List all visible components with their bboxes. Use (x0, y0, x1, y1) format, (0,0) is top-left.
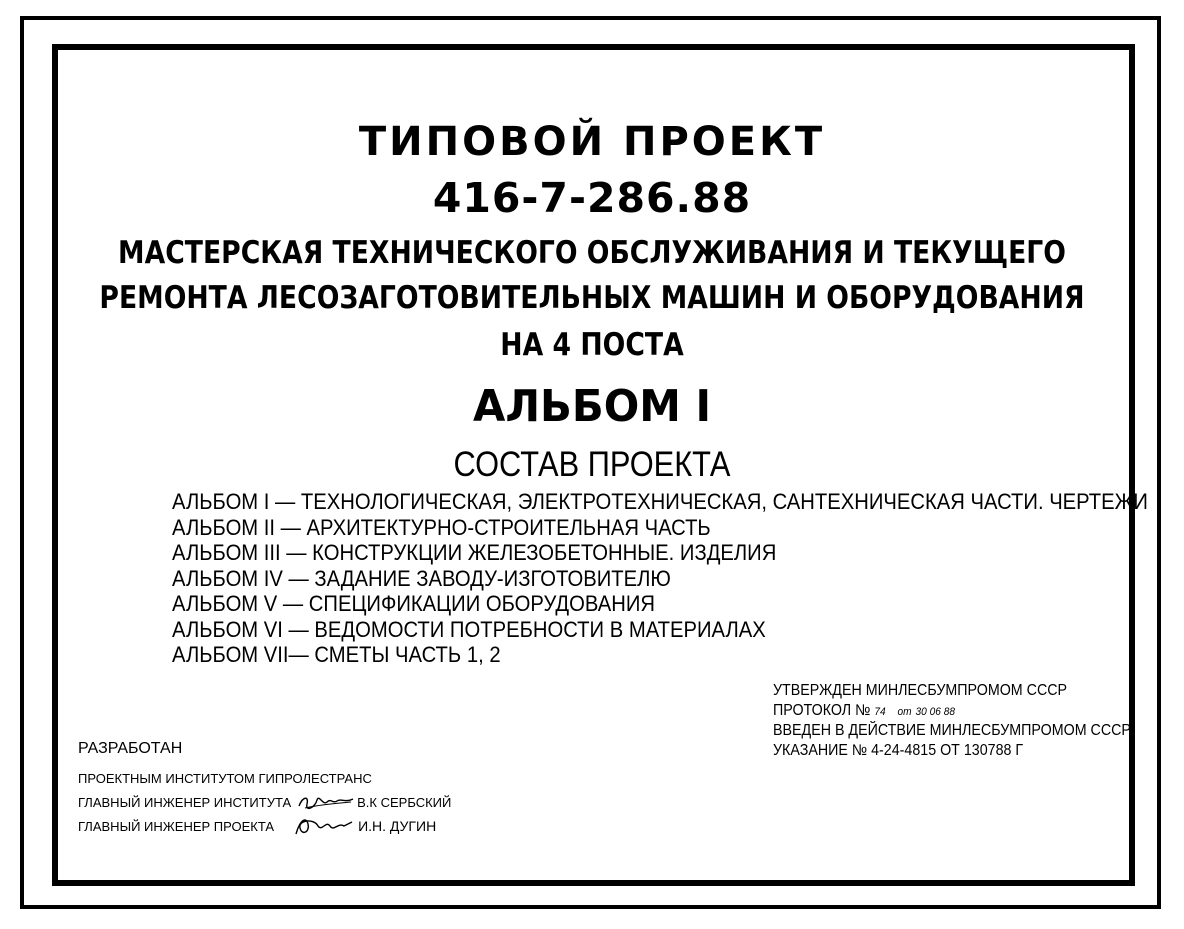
chief-engineer-institute-row (78, 790, 451, 814)
protocol-number: 74 (874, 706, 886, 718)
introduced-by: ВВЕДЕН В ДЕЙСТВИЕ МИНЛЕСБУМПРОМОМ СССР (773, 722, 1131, 739)
order-line: УКАЗАНИЕ № 4-24-4815 ОТ 130788 Г (773, 742, 1024, 759)
developer-block (78, 740, 451, 838)
signature-icon (297, 792, 355, 812)
album-list-item: АЛЬБОМ V — СПЕЦИФИКАЦИИ ОБОРУДОВАНИЯ (172, 591, 655, 616)
protocol-date: 30 06 88 (915, 706, 955, 718)
developer-institute: ПРОЕКТНЫМ ИНСТИТУТОМ ГИПРОЛЕСТРАНС (78, 770, 372, 786)
approved-by: УТВЕРЖДЕН МИНЛЕСБУМПРОМОМ СССР (773, 682, 1068, 699)
album-title: АЛЬБОМ I (472, 381, 712, 432)
album-list-item: АЛЬБОМ VII— СМЕТЫ ЧАСТЬ 1, 2 (172, 642, 501, 667)
project-name-line-2: РЕМОНТА ЛЕСОЗАГОТОВИТЕЛЬНЫХ МАШИН И ОБОРУДОВАНИЯ (99, 280, 1085, 316)
project-name-line-1: МАСТЕРСКАЯ ТЕХНИЧЕСКОГО ОБСЛУЖИВАНИЯ И ТЕКУЩЕГО (118, 235, 1066, 271)
chief-engineer-institute-label: ГЛАВНЫЙ ИНЖЕНЕР ИНСТИТУТА (78, 794, 292, 810)
chief-engineer-project-name: И.Н. ДУГИН (358, 818, 437, 834)
chief-engineer-project-label: ГЛАВНЫЙ ИНЖЕНЕР ПРОЕКТА (78, 818, 275, 834)
album-list-item: АЛЬБОМ I — ТЕХНОЛОГИЧЕСКАЯ, ЭЛЕКТРОТЕХНИЧЕСКАЯ, САНТЕХНИЧЕСКАЯ ЧАСТИ. ЧЕРТЕЖИ (172, 489, 1148, 514)
developed-label: РАЗРАБОТАН (78, 740, 183, 757)
album-list-item: АЛЬБОМ II — АРХИТЕКТУРНО-СТРОИТЕЛЬНАЯ ЧАСТЬ (172, 514, 711, 540)
document-type-title: ТИПОВОЙ ПРОЕКТ (358, 119, 826, 165)
chief-engineer-project-row (78, 814, 451, 838)
project-number: 416-7-286.88 (432, 174, 752, 222)
album-list-item: АЛЬБОМ III — КОНСТРУКЦИИ ЖЕЛЕЗОБЕТОННЫЕ. ИЗДЕЛИЯ (172, 540, 777, 565)
protocol-line (773, 701, 1131, 721)
protocol-label: ПРОТОКОЛ № (773, 702, 871, 719)
album-list (172, 489, 1184, 668)
composition-title: СОСТАВ ПРОЕКТА (453, 445, 731, 484)
approval-block (773, 681, 1162, 761)
album-list-item: АЛЬБОМ IV — ЗАДАНИЕ ЗАВОДУ-ИЗГОТОВИТЕЛЮ (172, 565, 671, 591)
signature-icon (292, 814, 356, 838)
chief-engineer-institute-name: В.К СЕРБСКИЙ (357, 794, 452, 810)
protocol-from: от (897, 706, 912, 718)
project-name-line-3: НА 4 ПОСТА (500, 327, 684, 363)
album-list-item: АЛЬБОМ VI — ВЕДОМОСТИ ПОТРЕБНОСТИ В МАТЕРИАЛАХ (172, 616, 766, 642)
